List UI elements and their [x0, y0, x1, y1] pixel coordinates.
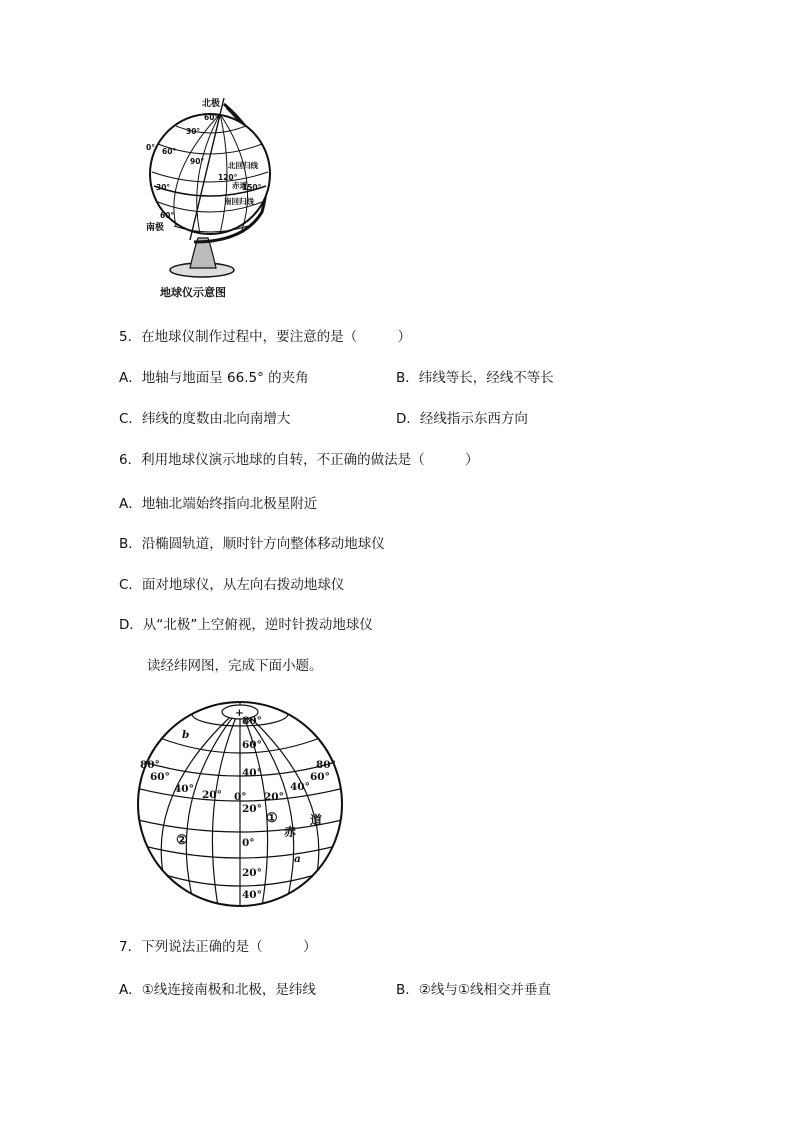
- question-7-option-a: A．①线连接南极和北极，是纬线: [119, 982, 316, 998]
- globe-lat-label: 60°: [204, 113, 219, 122]
- lon-label: 20°: [264, 791, 284, 803]
- equator-char-2: 道: [310, 813, 323, 827]
- question-6-option-a: A．地轴北端始终指向北极星附近: [119, 496, 318, 512]
- lat-label-40n: 40°: [242, 767, 262, 779]
- lat-label-80n: 80°: [242, 715, 262, 727]
- question-6-option-b: B．沿椭圆轨道，顺时针方向整体移动地球仪: [119, 536, 385, 552]
- globe-figure: [134, 92, 294, 302]
- lon-label: 80°: [140, 759, 160, 771]
- globe-lat-label: 0°: [146, 143, 155, 152]
- globe-caption: 地球仪示意图: [160, 286, 226, 299]
- lon-label: 60°: [150, 771, 170, 783]
- equator-char-1: 赤: [284, 825, 297, 839]
- globe-lon-label: 120°: [218, 173, 238, 182]
- globe-lat-label: 30°: [186, 127, 201, 136]
- lat-label-20s: 20°: [242, 867, 262, 879]
- graticule-figure: [130, 698, 350, 910]
- globe-lon-label: 90°: [190, 157, 205, 166]
- question-6-stem: 6．利用地球仪演示地球的自转，不正确的做法是（ ）: [119, 452, 479, 468]
- lat-label-40s: 40°: [242, 889, 262, 901]
- question-6-option-c: C．面对地球仪，从左向右拨动地球仪: [119, 577, 345, 593]
- question-5-option-c: C．纬线的度数由北向南增大: [119, 411, 291, 427]
- north-pole-mark: +: [235, 707, 244, 719]
- lon-label: 60°: [310, 771, 330, 783]
- marker-b: b: [182, 729, 190, 741]
- marker-a: a: [294, 853, 301, 865]
- question-5-stem: 5．在地球仪制作过程中，要注意的是（ ）: [119, 329, 412, 345]
- lon-label: 40°: [174, 783, 194, 795]
- globe-lat-label: 60°: [160, 211, 175, 220]
- equator-label: 赤道: [232, 181, 247, 190]
- lon-label: 20°: [202, 789, 222, 801]
- marker-1: ①: [266, 811, 278, 826]
- lon-label: 40°: [290, 781, 310, 793]
- lat-label-60n: 60°: [242, 739, 262, 751]
- tropic-cancer-label: 北回归线: [228, 161, 258, 170]
- question-6-option-d: D．从“北极”上空俯视，逆时针拨动地球仪: [119, 617, 373, 633]
- question-5-option-d: D．经线指示东西方向: [396, 411, 528, 427]
- question-5-option-b: B．纬线等长，经线不等长: [396, 370, 554, 386]
- question-5-option-a: A．地轴与地面呈 66.5° 的夹角: [119, 370, 309, 386]
- marker-2: ②: [176, 833, 188, 848]
- globe-lon-label: 150°: [242, 183, 262, 192]
- globe-south-label: 南极: [146, 223, 165, 233]
- lat-label-20n: 20°: [242, 803, 262, 815]
- tropic-capricorn-label: 南回归线: [224, 197, 254, 206]
- globe-lat-label: 30°: [156, 183, 171, 192]
- question-7-stem: 7．下列说法正确的是（ ）: [119, 939, 317, 955]
- globe-lon-label: 60°: [162, 147, 177, 156]
- lon-label: 80°: [316, 759, 336, 771]
- question-7-option-b: B．②线与①线相交并垂直: [396, 982, 551, 998]
- lat-label-equator: 0°: [242, 837, 255, 849]
- lon-label: 0°: [234, 791, 247, 803]
- reading-intro: 读经纬网图，完成下面小题。: [147, 658, 323, 674]
- globe-north-label: 北极: [202, 99, 221, 109]
